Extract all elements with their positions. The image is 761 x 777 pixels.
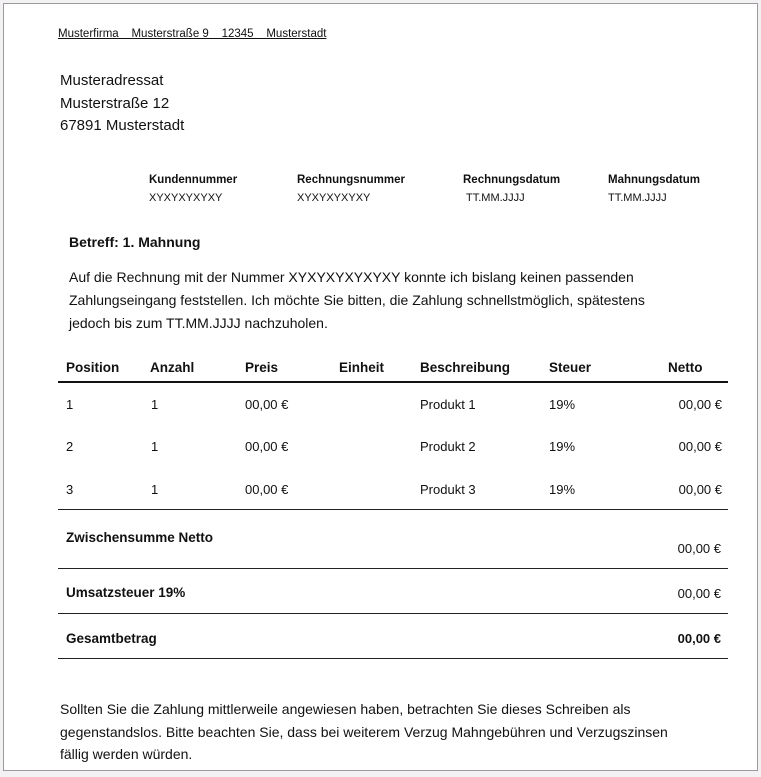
cell-net: 00,00 € [678,439,722,454]
total-divider [58,658,728,659]
cell-net: 00,00 € [678,482,722,497]
total-value: 00,00 € [677,631,721,646]
cell-quantity: 1 [151,439,159,454]
cell-description: Produkt 1 [420,397,476,412]
cell-description: Produkt 3 [420,482,476,497]
header-price: Preis [245,360,279,375]
cell-description: Produkt 2 [420,439,476,454]
vat-divider [58,613,728,614]
cell-position: 2 [66,439,74,454]
closing-line: Sollten Sie die Zahlung mittlerweile angewiesen haben, betrachten Sie dieses Schreiben als [60,701,631,717]
closing-paragraph [60,698,740,766]
cell-price: 00,00 € [245,482,289,497]
ref-label: Kundennummer [149,174,238,186]
ref-label: Rechnungsdatum [463,174,561,186]
recipient-street: Musterstraße 12 [60,94,170,112]
recipient-address [60,70,184,138]
invoice-reminder-document [3,3,758,771]
cell-price: 00,00 € [245,439,289,454]
intro-paragraph [69,266,729,335]
ref-value: TT.MM.JJJJ [466,192,525,204]
subtotal-divider [58,568,728,569]
header-position: Position [66,360,120,375]
ref-label: Rechnungsnummer [297,174,405,186]
cell-position: 3 [66,482,74,497]
intro-line: jedoch bis zum TT.MM.JJJJ nachzuholen. [69,315,328,331]
header-unit: Einheit [339,360,385,375]
subject-line: Betreff: 1. Mahnung [69,234,201,250]
sender-address-line: Musterfirma Musterstraße 9 12345 Musterstadt [58,28,327,40]
header-tax: Steuer [549,360,592,375]
closing-line: gegenstandslos. Bitte beachten Sie, dass bei weiterem Verzug Mahngebühren und Verzugszinsen [60,723,668,740]
cell-price: 00,00 € [245,397,289,412]
cell-quantity: 1 [151,397,159,412]
ref-invoice-number [297,174,405,204]
rows-divider [58,509,728,510]
cell-tax: 19% [549,439,576,454]
ref-value: TT.MM.JJJJ [608,192,667,204]
ref-value: XYXYXYXYXY [149,192,223,204]
cell-quantity: 1 [151,482,159,497]
header-description: Beschreibung [420,360,511,375]
subtotal-value: 00,00 € [677,541,721,556]
cell-position: 1 [66,397,74,412]
cell-tax: 19% [549,397,576,412]
vat-value: 00,00 € [677,586,721,601]
cell-net: 00,00 € [678,397,722,412]
header-divider [58,381,728,383]
ref-label: Mahnungsdatum [608,174,700,186]
closing-line: fällig werden würden. [60,746,193,762]
ref-value: XYXYXYXYXY [297,192,371,204]
intro-line: Zahlungseingang feststellen. Ich möchte Sie bitten, die Zahlung schnellstmöglich, spätestens [69,292,645,308]
recipient-city: 67891 Musterstadt [60,117,185,134]
ref-customer-number [149,174,237,204]
subtotal-label: Zwischensumme Netto [66,530,214,545]
cell-tax: 19% [549,482,576,497]
intro-line: Auf die Rechnung mit der Nummer XYXYXYXYXYXY konnte ich bislang keinen passenden [69,269,634,285]
recipient-name: Musteradressat [60,72,164,89]
header-quantity: Anzahl [150,360,195,375]
ref-reminder-date [608,174,700,204]
header-net: Netto [668,360,703,375]
vat-label: Umsatzsteuer 19% [66,585,186,600]
reference-info [4,174,757,214]
ref-invoice-date [463,174,560,204]
total-label: Gesamtbetrag [66,631,157,646]
